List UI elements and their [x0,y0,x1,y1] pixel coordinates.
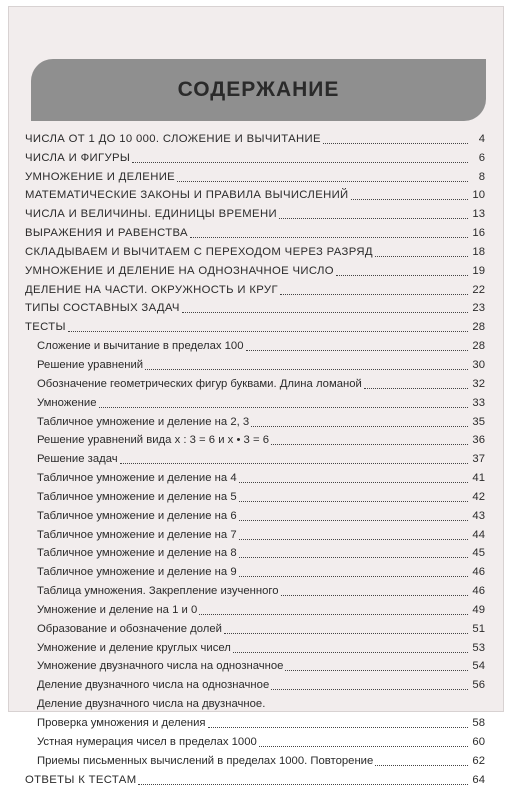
dot-leader [145,368,468,370]
toc-entry [25,560,485,579]
toc-entry [25,768,485,787]
dot-leader [199,613,468,615]
toc-entry-title: ДЕЛЕНИЕ НА ЧАСТИ. ОКРУЖНОСТЬ И КРУГ [25,283,278,296]
toc-entry-title: Табличное умножение и деление на 5 [37,490,237,503]
dot-leader [375,255,468,257]
toc-entry-page: 46 [472,585,485,598]
dot-leader [239,538,468,540]
dot-leader [99,406,468,408]
toc-entry-page: 60 [472,735,485,748]
toc-entry-title: ЧИСЛА ОТ 1 ДО 10 000. СЛОЖЕНИЕ И ВЫЧИТАНИЕ [25,132,321,145]
toc-entry-title: Табличное умножение и деление на 2, 3 [37,415,250,428]
toc-entry-page: 23 [472,302,485,315]
toc-entry-page: 6 [478,151,485,164]
toc-entry-title: Умножение двузначного числа на однозначное [37,660,284,673]
toc-entry [25,240,485,259]
dot-leader [279,217,468,219]
toc-entry [25,278,485,297]
dot-leader [120,462,468,464]
title-banner [31,59,486,121]
dot-leader [239,481,468,483]
toc-entry [25,504,485,523]
toc-entry [25,259,485,278]
dot-leader [281,594,468,596]
dot-leader [239,519,468,521]
toc-entry-title: Умножение и деление на 1 и 0 [37,603,198,616]
toc-entry-page: 18 [472,245,485,258]
toc-entry-page: 16 [472,227,485,240]
toc-entry [25,655,485,674]
toc-entry-title: МАТЕМАТИЧЕСКИЕ ЗАКОНЫ И ПРАВИЛА ВЫЧИСЛЕНИЙ [25,189,349,202]
toc-entry [25,297,485,316]
dot-leader [190,236,468,238]
toc-entry-page: 56 [472,679,485,692]
toc-entry-title: УМНОЖЕНИЕ И ДЕЛЕНИЕ НА ОДНОЗНАЧНОЕ ЧИСЛО [25,264,334,277]
toc-entry-page: 8 [478,170,485,183]
toc-entry-title: Табличное умножение и деление на 8 [37,547,237,560]
toc-entry-title: ТИПЫ СОСТАВНЫХ ЗАДАЧ [25,302,180,315]
dot-leader [271,443,468,445]
toc-entry-title: СКЛАДЫВАЕМ И ВЫЧИТАЕМ С ПЕРЕХОДОМ ЧЕРЕЗ РАЗРЯД [25,245,373,258]
toc-entry-page: 45 [472,547,485,560]
toc-entry [25,598,485,617]
dot-leader [224,632,468,634]
toc-entry-title: Образование и обозначение долей [37,622,222,635]
toc-entry-title: Приемы письменных вычислений в пределах 1000. Повторение [37,754,374,767]
table-of-contents [25,127,485,787]
toc-entry [25,202,485,221]
toc-entry [25,466,485,485]
toc-entry-title: ОТВЕТЫ К ТЕСТАМ [25,773,137,786]
toc-entry-page: 53 [472,641,485,654]
toc-entry-page: 51 [472,622,485,635]
dot-leader [239,556,468,558]
toc-entry [25,372,485,391]
dot-leader [271,688,468,690]
toc-entry [25,221,485,240]
toc-entry-page: 33 [472,396,485,409]
dot-leader [267,708,468,709]
toc-entry [25,315,485,334]
toc-entry-page: 41 [472,472,485,485]
toc-entry [25,711,485,730]
toc-entry-page: 64 [472,773,485,786]
dot-leader [233,651,468,653]
toc-entry [25,523,485,542]
toc-entry [25,692,485,711]
toc-entry [25,542,485,561]
toc-entry-page: 62 [472,754,485,767]
toc-entry-title: Умножение и деление круглых чисел [37,641,231,654]
dot-leader [182,311,468,313]
toc-entry [25,636,485,655]
dot-leader [280,293,468,295]
toc-entry-title: Табличное умножение и деление на 4 [37,472,237,485]
toc-entry [25,391,485,410]
toc-entry-page: 43 [472,509,485,522]
book-page [8,6,504,786]
dot-leader [323,142,468,144]
toc-entry [25,673,485,692]
toc-entry [25,146,485,165]
toc-entry [25,749,485,768]
dot-leader [285,669,468,671]
toc-entry-title: ВЫРАЖЕНИЯ И РАВЕНСТВА [25,227,188,240]
toc-entry-title: Проверка умножения и деления [37,717,206,729]
toc-entry-page: 44 [472,528,485,541]
toc-entry-page: 19 [472,264,485,277]
dot-leader [138,783,468,785]
dot-leader [246,349,469,351]
dot-leader [336,274,468,276]
toc-entry-title: ТЕСТЫ [25,321,66,334]
dot-leader [259,745,468,747]
toc-entry-title: УМНОЖЕНИЕ И ДЕЛЕНИЕ [25,170,176,183]
toc-entry-title: Решение уравнений вида x : 3 = 6 и x • 3 = 6 [37,434,269,447]
dot-leader [351,198,468,200]
dot-leader [251,425,468,427]
dot-leader [177,180,468,182]
toc-entry-page: 46 [472,566,485,579]
toc-entry [25,334,485,353]
dot-leader [375,764,468,766]
toc-entry-title: ЧИСЛА И ВЕЛИЧИНЫ. ЕДИНИЦЫ ВРЕМЕНИ [25,208,277,221]
toc-entry-title: Табличное умножение и деление на 6 [37,509,237,522]
toc-entry [25,485,485,504]
toc-entry-page: 10 [472,189,485,202]
toc-entry-title: Умножение [37,396,97,409]
toc-entry-title: Обозначение геометрических фигур буквами. Длина ломаной [37,377,362,390]
page-title: СОДЕРЖАНИЕ [177,78,340,101]
toc-entry-page: 54 [472,660,485,673]
toc-entry-page: 32 [472,377,485,390]
toc-entry-page: 58 [472,717,485,729]
toc-entry [25,579,485,598]
toc-entry-page: 13 [472,208,485,221]
toc-entry-title: Решение уравнений [37,358,144,371]
toc-entry-page: 35 [472,415,485,428]
toc-entry-page: 28 [472,340,485,353]
toc-entry-page: 37 [472,453,485,466]
dot-leader [208,726,468,728]
toc-entry-page: 49 [472,603,485,616]
toc-entry-title: Деление двузначного числа на двузначное. [37,698,266,711]
toc-entry [25,429,485,448]
toc-entry-title: Сложение и вычитание в пределах 100 [37,340,244,353]
dot-leader [68,330,468,332]
toc-entry-page: 28 [472,321,485,334]
toc-entry [25,617,485,636]
toc-entry-title: Табличное умножение и деление на 7 [37,528,237,541]
dot-leader [364,387,468,389]
toc-entry-page: 36 [472,434,485,447]
toc-entry-page: 4 [478,132,485,145]
toc-entry [25,447,485,466]
toc-entry-page: 30 [472,358,485,371]
toc-entry-page: 22 [472,283,485,296]
toc-entry [25,184,485,203]
toc-entry-title: Деление двузначного числа на однозначное [37,679,270,692]
toc-entry-title: Табличное умножение и деление на 9 [37,566,237,579]
dot-leader [239,500,468,502]
toc-entry-title: Таблица умножения. Закрепление изученного [37,585,279,598]
toc-entry [25,410,485,429]
toc-entry-page: 42 [472,490,485,503]
dot-leader [132,161,468,163]
toc-entry [25,730,485,749]
toc-entry-title: Решение задач [37,453,118,466]
toc-entry [25,127,485,146]
toc-entry [25,353,485,372]
toc-entry-title: Устная нумерация чисел в пределах 1000 [37,735,257,748]
dot-leader [239,575,468,577]
toc-entry-title: ЧИСЛА И ФИГУРЫ [25,151,131,164]
toc-entry [25,165,485,184]
